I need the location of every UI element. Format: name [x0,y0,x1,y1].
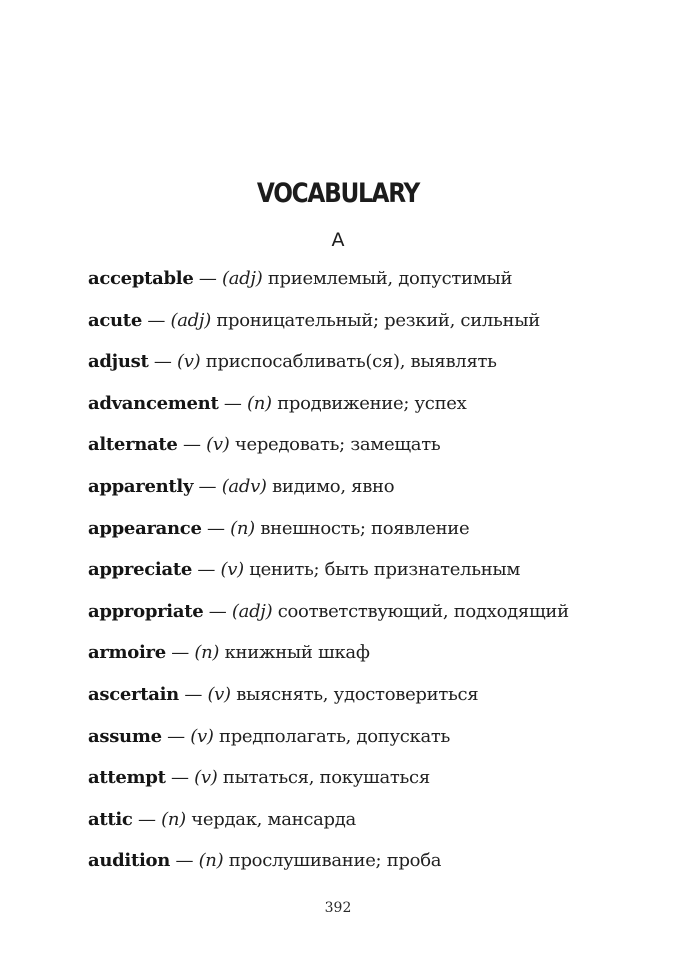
entry-dash: — [148,351,178,373]
entry-part-of-speech: (v) [190,725,214,747]
entry-dash: — [201,517,231,539]
entry-word: audition [88,850,171,872]
vocabulary-entry [88,389,658,431]
entry-dash: — [178,683,208,705]
vocabulary-entry [88,306,658,348]
entry-translation: продвижение; успех [271,392,467,414]
entry-part-of-speech: (v) [194,767,218,789]
vocabulary-entry [88,763,658,805]
entry-part-of-speech: (v) [220,559,244,581]
vocabulary-entry [88,430,658,472]
vocabulary-entry [88,805,658,847]
entry-dash: — [132,808,162,830]
entry-word: acute [88,309,142,331]
entry-word: advancement [88,392,219,414]
entry-translation: предполагать, допускать [213,725,451,747]
entry-word: appearance [88,517,202,539]
vocabulary-entry [88,597,658,639]
entry-translation: чередовать; замещать [229,434,441,456]
entry-part-of-speech: (v) [177,351,201,373]
vocabulary-entry [88,846,658,888]
section-letter: A [331,229,345,251]
entry-dash: — [170,850,199,872]
entry-part-of-speech: (n) [198,850,224,872]
entry-word: acceptable [88,268,194,289]
entry-dash: — [165,767,195,789]
page-title: VOCABULARY [256,178,420,209]
entry-word: attic [88,808,133,830]
entry-word: assume [88,725,162,747]
entry-dash: — [193,268,223,289]
vocabulary-entry [88,347,658,389]
entry-translation: внешность; появление [254,517,470,539]
entry-word: ascertain [88,683,179,705]
entry-dash: — [165,642,195,664]
entry-dash: — [141,309,171,331]
entry-translation: книжный шкаф [219,642,370,664]
entry-part-of-speech: (n) [230,517,255,539]
entry-translation: приспосабливать(ся), выявлять [200,351,497,373]
entry-part-of-speech: (adv) [221,475,267,497]
entry-part-of-speech: (adj) [222,268,263,289]
entry-translation: видимо, явно [266,475,395,497]
entry-translation: приемлемый, допустимый [262,268,513,289]
vocabulary-entry [88,264,658,306]
vocabulary-entry [88,680,658,722]
vocabulary-entry [88,638,658,680]
vocabulary-entry [88,472,658,514]
entry-word: adjust [88,351,149,373]
entry-word: appreciate [88,559,192,581]
entry-translation: прослушивание; проба [223,850,442,872]
entry-translation: чердак, мансарда [185,808,356,830]
vocabulary-entry [88,722,658,764]
entry-translation: соответствующий, подходящий [272,600,569,622]
entry-part-of-speech: (v) [206,434,230,456]
entry-part-of-speech: (adj) [170,309,211,331]
entry-dash: — [192,559,221,581]
entry-part-of-speech: (n) [194,642,220,664]
entry-dash: — [161,725,191,747]
vocabulary-list [88,264,658,888]
entry-part-of-speech: (adj) [231,600,273,622]
entry-translation: пытаться, покушаться [217,767,430,789]
entry-translation: выяснять, удостовериться [230,683,479,705]
entry-dash: — [177,434,207,456]
entry-part-of-speech: (n) [161,808,186,830]
entry-word: appropriate [88,600,204,622]
vocabulary-entry [88,555,658,597]
entry-dash: — [203,600,232,622]
vocabulary-entry [88,514,658,556]
entry-part-of-speech: (n) [247,392,272,414]
entry-word: attempt [88,767,166,789]
entry-dash: — [193,475,222,497]
entry-word: alternate [88,434,178,456]
page-number: 392 [324,900,352,916]
entry-dash: — [218,392,248,414]
entry-translation: проницательный; резкий, сильный [210,309,540,331]
entry-translation: ценить; быть признательным [243,559,521,581]
entry-part-of-speech: (v) [207,683,231,705]
entry-word: apparently [88,475,194,497]
entry-word: armoire [88,642,166,664]
